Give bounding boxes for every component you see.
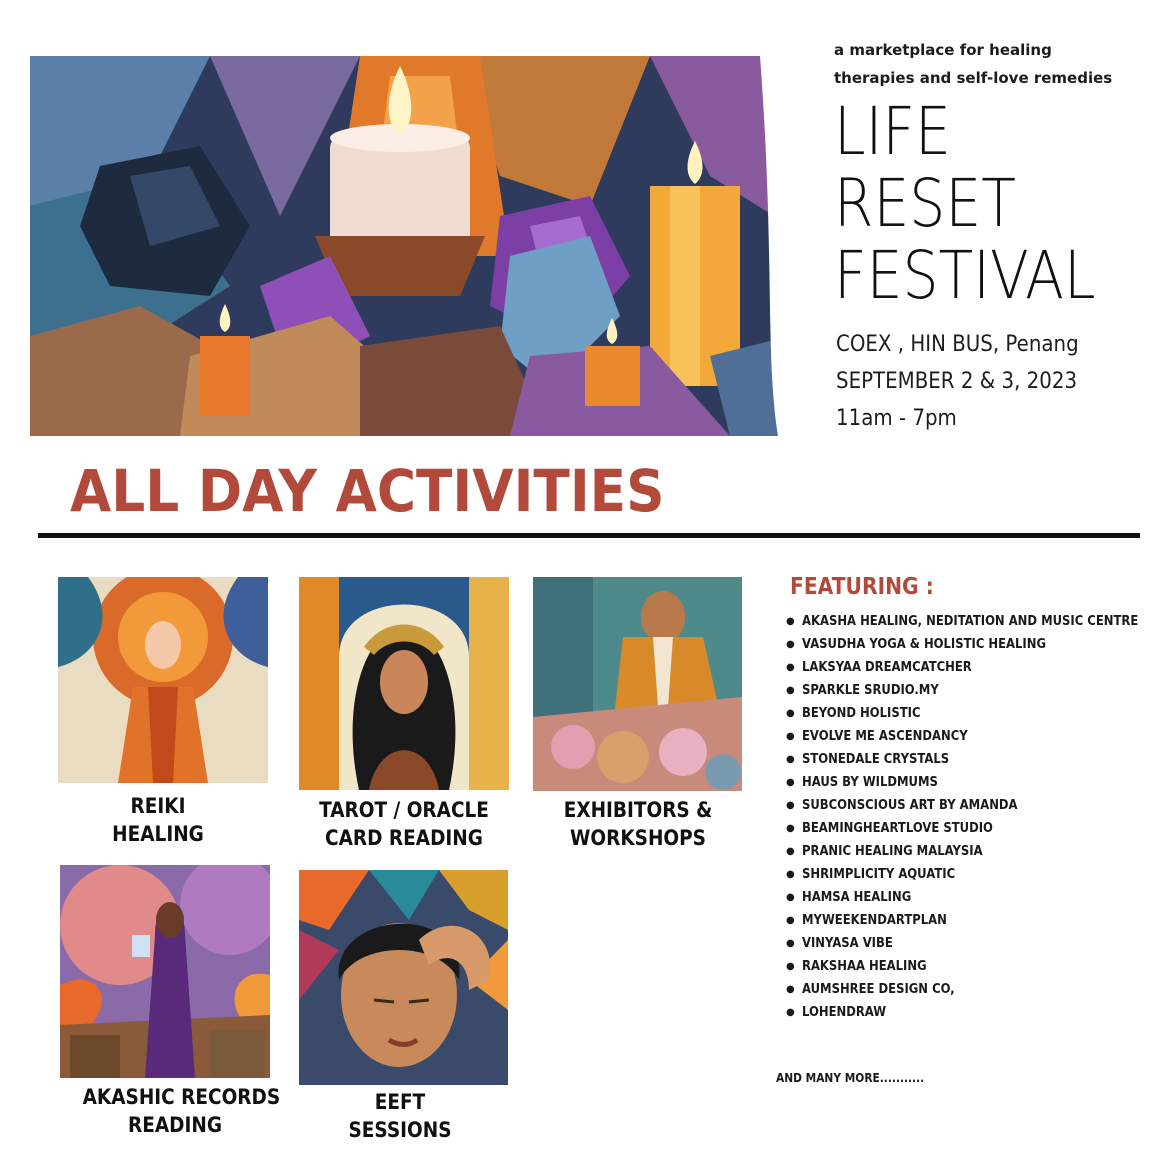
list-item-label: PRANIC HEALING MALAYSIA: [802, 843, 983, 859]
bullet-icon: ●: [786, 961, 795, 972]
list-item: [786, 863, 1166, 886]
bullet-icon: ●: [786, 984, 795, 995]
list-item: [786, 932, 1166, 955]
festival-tagline: [834, 36, 1154, 92]
list-item-label: MYWEEKENDARTPLAN: [802, 912, 947, 928]
list-item-label: LAKSYAA DREAMCATCHER: [802, 659, 972, 675]
bullet-icon: ●: [786, 800, 795, 811]
list-item: [786, 679, 1166, 702]
list-item: [786, 978, 1166, 1001]
title-line-1: LIFE: [834, 93, 951, 170]
label-line: HEALING: [112, 822, 204, 846]
bullet-icon: ●: [786, 1007, 795, 1018]
list-item-label: SHRIMPLICITY AQUATIC: [802, 866, 956, 882]
eeft-sessions-label: [308, 1088, 493, 1144]
bullet-icon: ●: [786, 662, 795, 673]
list-item: [786, 771, 1166, 794]
bullet-icon: ●: [786, 639, 795, 650]
bullet-icon: ●: [786, 938, 795, 949]
event-time: 11am - 7pm: [836, 406, 957, 431]
hero-artwork: [30, 56, 790, 436]
list-item: [786, 610, 1166, 633]
list-item: [786, 955, 1166, 978]
list-item: [786, 909, 1166, 932]
label-line: EXHIBITORS &: [563, 798, 713, 822]
list-item: [786, 817, 1166, 840]
list-item: [786, 886, 1166, 909]
and-many-more-note: AND MANY MORE...........: [776, 1070, 925, 1085]
bullet-icon: ●: [786, 915, 795, 926]
akashic-records-label: [82, 1083, 281, 1139]
label-line: TAROT / ORACLE: [319, 798, 489, 822]
section-title: ALL DAY ACTIVITIES: [70, 457, 665, 525]
list-item: [786, 840, 1166, 863]
list-item-label: STONEDALE CRYSTALS: [802, 751, 950, 767]
list-item: [786, 748, 1166, 771]
festival-title: [834, 93, 1164, 314]
label-line: SESSIONS: [348, 1118, 452, 1142]
list-item: [786, 1001, 1166, 1024]
bullet-icon: ●: [786, 777, 795, 788]
list-item-label: VINYASA VIBE: [802, 935, 893, 951]
list-item-label: BEYOND HOLISTIC: [802, 705, 921, 721]
tagline-line-1: a marketplace for healing: [834, 41, 1052, 59]
section-divider: [38, 533, 1140, 538]
list-item-label: HAMSA HEALING: [802, 889, 912, 905]
event-date: SEPTEMBER 2 & 3, 2023: [836, 369, 1078, 394]
bullet-icon: ●: [786, 823, 795, 834]
list-item: [786, 794, 1166, 817]
title-line-2: RESET: [834, 165, 1016, 242]
bullet-icon: ●: [786, 846, 795, 857]
list-item: [786, 702, 1166, 725]
label-line: READING: [127, 1113, 222, 1137]
label-line: AKASHIC RECORDS: [82, 1085, 281, 1109]
event-venue: COEX , HIN BUS, Penang: [836, 332, 1079, 357]
list-item: [786, 656, 1166, 679]
reiki-healing-label: [70, 792, 246, 848]
tarot-reading-image: [299, 577, 509, 790]
featuring-list: [786, 610, 1166, 1024]
title-line-3: FESTIVAL: [834, 237, 1096, 314]
bullet-icon: ●: [786, 892, 795, 903]
bullet-icon: ●: [786, 731, 795, 742]
list-item-label: AKASHA HEALING, NEDITATION AND MUSIC CENTRE: [802, 613, 1139, 629]
tarot-reading-label: [312, 796, 497, 852]
list-item-label: RAKSHAA HEALING: [802, 958, 927, 974]
list-item-label: AUMSHREE DESIGN CO,: [802, 981, 955, 997]
eeft-session-image: [299, 870, 508, 1085]
list-item: [786, 725, 1166, 748]
label-line: CARD READING: [325, 826, 483, 850]
bullet-icon: ●: [786, 616, 795, 627]
bullet-icon: ●: [786, 685, 795, 696]
bullet-icon: ●: [786, 754, 795, 765]
reiki-healing-image: [58, 577, 268, 783]
list-item: [786, 633, 1166, 656]
bullet-icon: ●: [786, 869, 795, 880]
akashic-records-image: [60, 865, 270, 1078]
list-item-label: SPARKLE SRUDIO.MY: [802, 682, 939, 698]
list-item-label: EVOLVE ME ASCENDANCY: [802, 728, 968, 744]
list-item-label: LOHENDRAW: [802, 1004, 887, 1020]
list-item-label: HAUS BY WILDMUMS: [802, 774, 938, 790]
exhibitors-workshops-label: [546, 796, 731, 852]
label-line: EEFT: [374, 1090, 426, 1114]
list-item-label: BEAMINGHEARTLOVE STUDIO: [802, 820, 993, 836]
tagline-line-2: therapies and self-love remedies: [834, 69, 1113, 87]
featuring-title: FEATURING :: [790, 574, 934, 600]
crystal-market-image: [533, 577, 742, 791]
label-line: WORKSHOPS: [570, 826, 706, 850]
label-line: REIKI: [130, 794, 186, 818]
bullet-icon: ●: [786, 708, 795, 719]
list-item-label: VASUDHA YOGA & HOLISTIC HEALING: [802, 636, 1047, 652]
event-details: [836, 326, 1166, 437]
list-item-label: SUBCONSCIOUS ART BY AMANDA: [802, 797, 1018, 813]
